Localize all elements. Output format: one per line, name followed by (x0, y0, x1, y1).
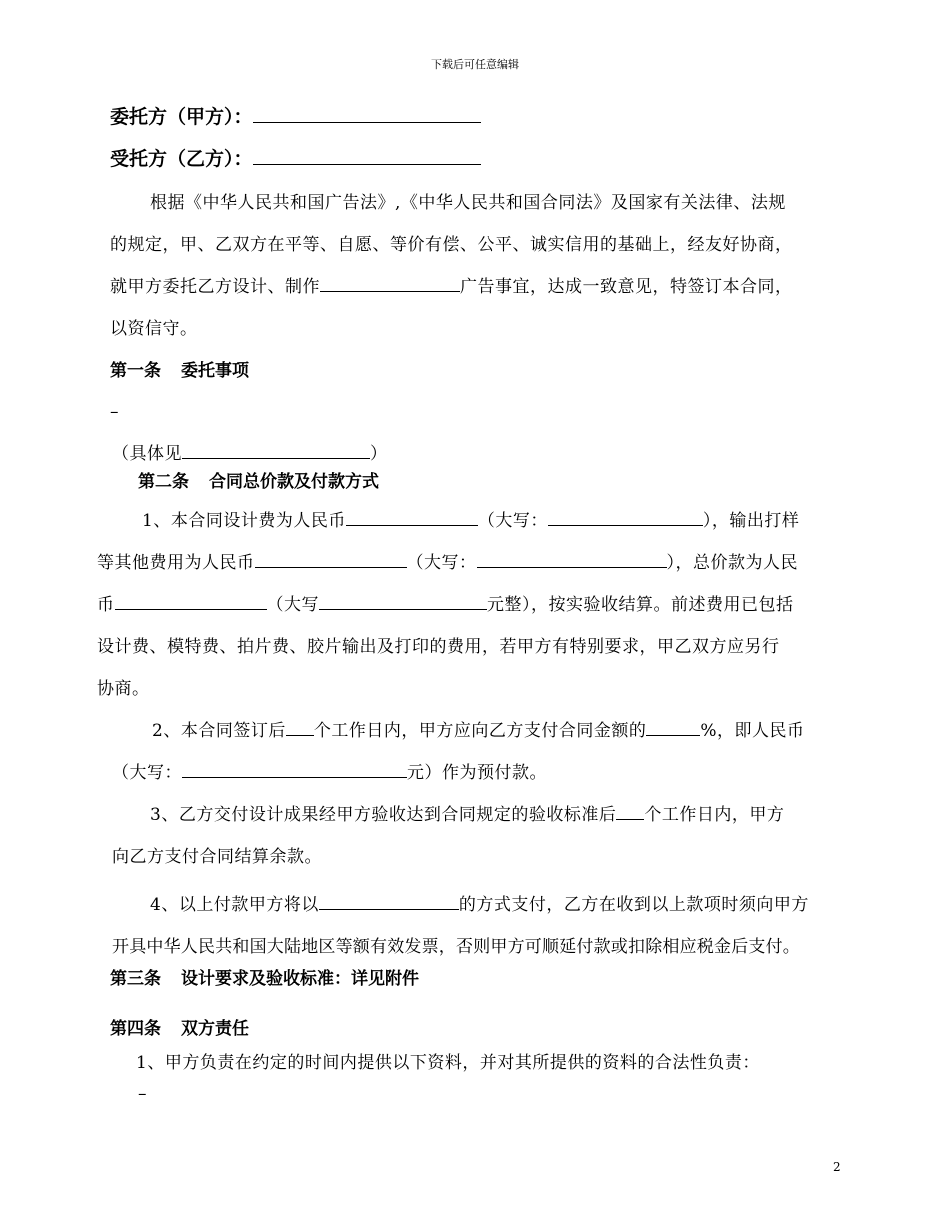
client-party-line (110, 102, 481, 129)
article-2-title: 合同总价款及付款方式 (209, 472, 379, 492)
total-price-words-blank (319, 592, 487, 610)
clause-2-4-line-1 (150, 890, 809, 915)
clause-2-1-text-i: 元整），按实验收结算。前述费用已包括 (487, 595, 794, 615)
other-fee-blank (255, 550, 407, 568)
contractor-name-blank (253, 145, 481, 165)
clause-2-3-text-a: 3、乙方交付设计成果经甲方验收达到合同规定的验收标准后 (150, 805, 617, 825)
intro-line-2: 的规定，甲、乙双方在平等、自愿、等价有偿、公平、诚实信用的基础上，经友好协商， (110, 235, 793, 255)
article-4-heading (110, 1014, 249, 1039)
clause-2-2-line-2 (112, 758, 547, 783)
article-1-detail-start: （具体见 (112, 444, 182, 464)
article-3-heading (110, 964, 419, 989)
clause-2-4-text-a: 4、以上付款甲方将以 (150, 895, 319, 915)
page-number: 2 (833, 1160, 841, 1174)
clause-2-1-text-b: （大写： (477, 511, 548, 531)
clause-2-2-text-b: 个工作日内，甲方应向乙方支付合同金额的 (313, 721, 647, 741)
article-3-number: 第三条 (110, 969, 161, 989)
other-fee-words-blank (477, 550, 667, 568)
clause-2-1-line-4: 设计费、模特费、拍片费、胶片输出及打印的费用，若甲方有特别要求，甲乙双方应另行 (97, 637, 780, 657)
clause-2-1-text-c: ），输出打样 (702, 511, 800, 531)
article-1-heading (110, 356, 249, 381)
clause-2-3-line-1 (150, 800, 784, 825)
clause-2-4-line-2: 开具中华人民共和国大陆地区等额有效发票，否则甲方可顺延付款或扣除相应税金后支付。 (112, 937, 800, 957)
article-4-number: 第四条 (110, 1019, 161, 1039)
article-4-dash: – (138, 1084, 147, 1104)
article-2-heading (138, 467, 379, 492)
detail-reference-blank (182, 441, 370, 459)
clause-2-2-line-1 (152, 716, 804, 741)
article-1-number: 第一条 (110, 361, 161, 381)
intro-line-4: 以资信守。 (110, 319, 198, 339)
intro-line-1: 根据《中华人民共和国广告法》,《中华人民共和国合同法》及国家有关法律、法规 (150, 193, 786, 213)
clause-2-1-text-a: 1、本合同设计费为人民币 (142, 511, 346, 531)
design-fee-words-blank (548, 508, 703, 526)
clause-2-2-text-e: 元）作为预付款。 (407, 763, 547, 783)
clause-2-3-text-b: 个工作日内，甲方 (644, 805, 785, 825)
clause-2-1-line-1 (142, 506, 799, 531)
clause-2-4-text-b: 的方式支付，乙方在收到以上款项时须向甲方 (458, 895, 809, 915)
client-label: 委托方（甲方）： (110, 106, 253, 128)
ad-item-blank (320, 274, 460, 292)
article-2-number: 第二条 (138, 472, 189, 492)
article-1-title: 委托事项 (181, 361, 249, 381)
design-fee-blank (346, 508, 478, 526)
intro-line-3 (110, 272, 793, 297)
working-days-blank-2 (616, 802, 644, 820)
payment-method-blank (319, 892, 459, 910)
article-1-detail-end: ） (370, 444, 388, 464)
clause-2-1-text-g: 币 (97, 595, 115, 615)
intro-line-3-start: 就甲方委托乙方设计、制作 (110, 277, 320, 297)
total-price-blank (115, 592, 267, 610)
percentage-blank (646, 718, 700, 736)
article-1-dash: – (110, 402, 119, 422)
clause-2-1-text-h: （大写 (266, 595, 319, 615)
advance-payment-words-blank (182, 760, 407, 778)
clause-2-2-text-d: （大写： (112, 763, 182, 783)
article-1-detail (112, 439, 388, 464)
article-3-title: 设计要求及验收标准：详见附件 (181, 969, 419, 989)
page-header-note: 下载后可任意编辑 (431, 58, 519, 71)
clause-2-1-line-2 (97, 548, 798, 573)
intro-line-3-end: 广告事宜，达成一致意见，特签订本合同， (460, 277, 793, 297)
client-name-blank (253, 103, 481, 123)
article-4-title: 双方责任 (181, 1019, 249, 1039)
working-days-blank-1 (286, 718, 314, 736)
clause-2-1-text-e: （大写： (406, 553, 477, 573)
clause-2-3-line-2: 向乙方支付合同结算余款。 (112, 847, 322, 867)
clause-2-2-text-a: 2、本合同签订后 (152, 721, 286, 741)
clause-2-1-text-d: 等其他费用为人民币 (97, 553, 255, 573)
clause-2-1-text-f: ），总价款为人民 (666, 553, 798, 573)
contractor-label: 受托方（乙方）： (110, 148, 253, 170)
clause-4-1: 1、甲方负责在约定的时间内提供以下资料，并对其所提供的资料的合法性负责： (136, 1053, 760, 1073)
clause-2-1-line-5: 协商。 (97, 679, 150, 699)
contractor-party-line (110, 144, 481, 171)
clause-2-1-line-3 (97, 590, 794, 615)
clause-2-2-text-c: %，即人民币 (700, 721, 805, 741)
